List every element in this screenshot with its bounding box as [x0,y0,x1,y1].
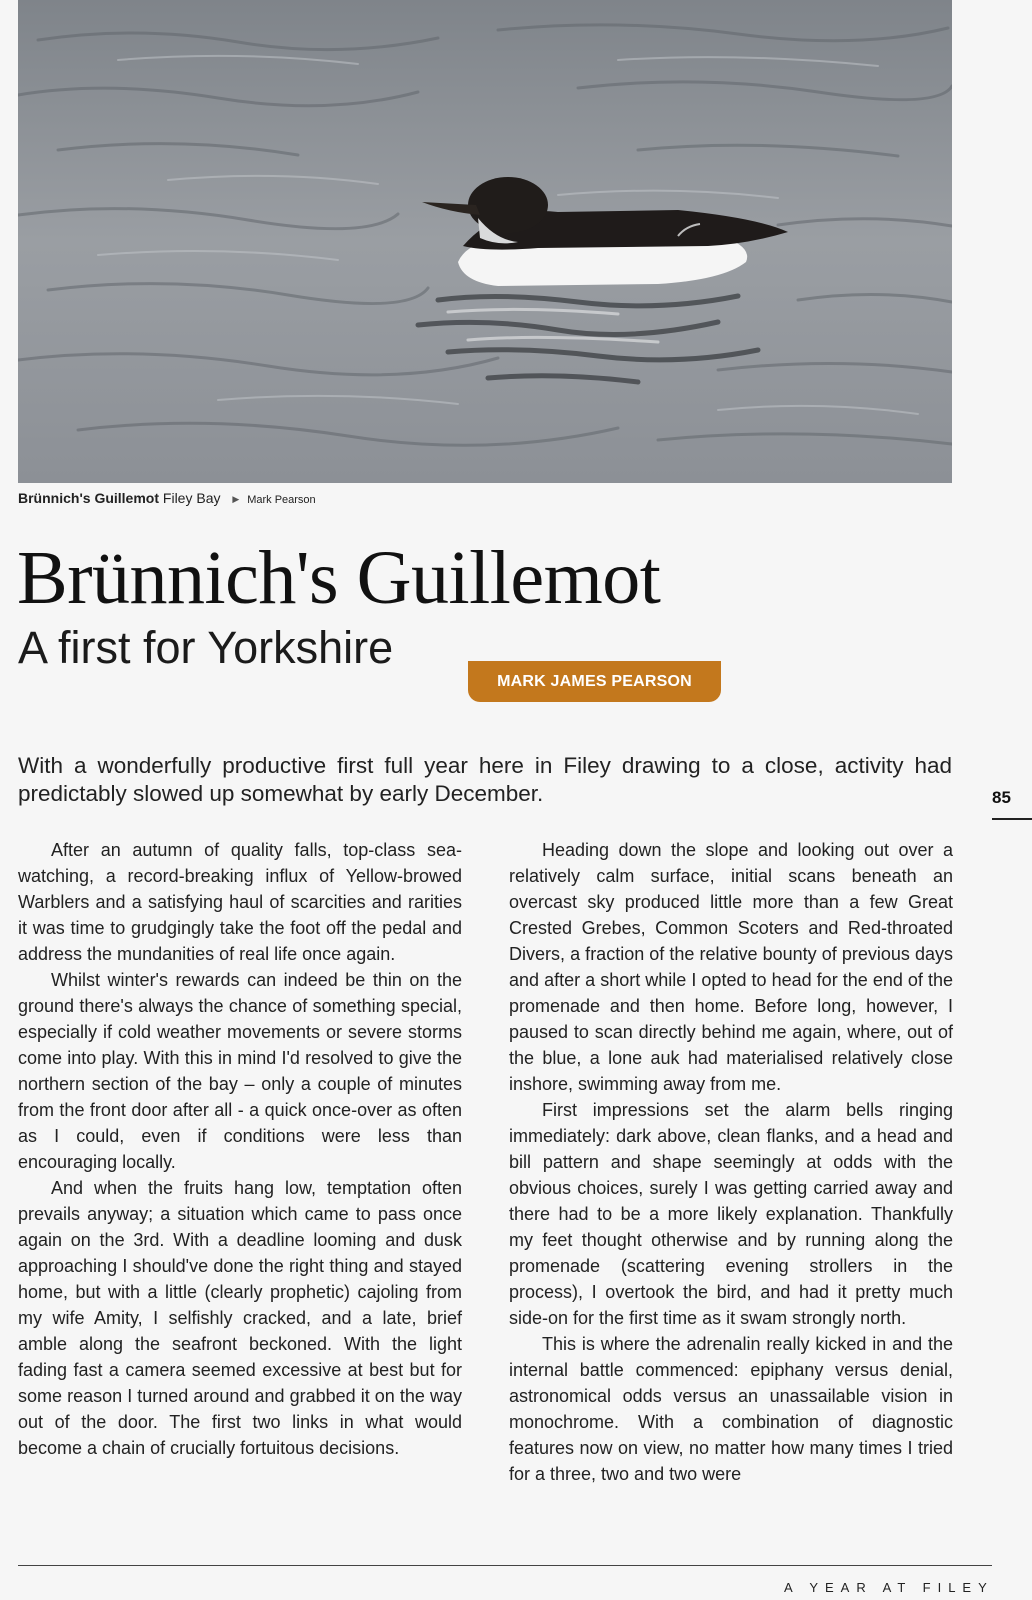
paragraph: And when the fruits hang low, temptation often prevails anyway; a situation which came to pass once again on the 3rd. With a deadline looming and dusk approaching I should've done the right thing and stayed home, but with a little (clearly prophetic) cajoling from my wife Amity, I selfishly cracked, and a late, brief amble along the seafront beckoned. With the light fading fast a camera seemed excessive at best but for some reason I turned around and grabbed it on the way out of the door. The first two links in what would become a chain of crucially fortuitous decisions. [18,1178,462,1458]
page-number-rule [992,818,1032,820]
photo-caption [18,490,316,506]
paragraph: This is where the adrenalin really kicked in and the internal battle commenced: epiphany versus denial, astronomical odds versus an unassailable vision in monochrome. With a combination of diagnostic features now on view, no matter how many times I tried for a three, two and two were [509,1334,953,1484]
paragraph: After an autumn of quality falls, top-class sea-watching, a record-breaking influx of Yellow-browed Warblers and a satisfying haul of scarcities and rarities it was time to grudgingly take the foot off the pedal and address the mundanities of real life once again. [18,840,462,964]
paragraph: First impressions set the alarm bells ringing immediately: dark above, clean flanks, and a head and bill pattern and shape seemingly at odds with the obvious choices, surely I was getting carried away and there had to be a more likely explanation. Thankfully my feet thought otherwise and by running along the promenade (scattering evening strollers in the process), I overtook the bird, and had it pretty much side-on for the first time as it swam strongly north. [509,1100,953,1328]
footer-rule [18,1565,992,1566]
play-arrow-icon: ▶ [232,494,240,504]
running-footer: A YEAR AT FILEY [784,1580,994,1595]
article-title: Brünnich's Guillemot [17,536,661,620]
page-number: 85 [992,788,1011,807]
caption-credit: Mark Pearson [247,494,316,506]
body-column-right [509,837,953,1487]
author-badge: MARK JAMES PEARSON [468,661,721,702]
article-subtitle: A first for Yorkshire [18,622,394,673]
paragraph: Heading down the slope and looking out over a relatively calm surface, initial scans beneath an overcast sky produced little more than a few Great Crested Grebes, Common Scoters and Red-throated Divers, a fraction of the relative bounty of previous days and after a short while I opted to head for the end of the promenade and then home. Before long, however, I paused to scan directly behind me again, where, out of the blue, a lone auk had materialised relatively close inshore, swimming away from me. [509,840,953,1094]
caption-species: Brünnich's Guillemot [18,490,160,506]
paragraph: Whilst winter's rewards can indeed be thin on the ground there's always the chance of something special, especially if cold weather movements or severe storms come into play. With this in mind I'd resolved to give the northern section of the bay – only a couple of minutes from the front door after all - a quick once-over as often as I could, even if conditions were less than encouraging locally. [18,970,462,1172]
body-column-left [18,837,462,1461]
standfirst: With a wonderfully productive first full year here in Filey drawing to a close, activity had predictably slowed up somewhat by early December. [18,753,952,806]
caption-location: Filey Bay [162,490,221,506]
guillemot-photo [18,0,952,483]
